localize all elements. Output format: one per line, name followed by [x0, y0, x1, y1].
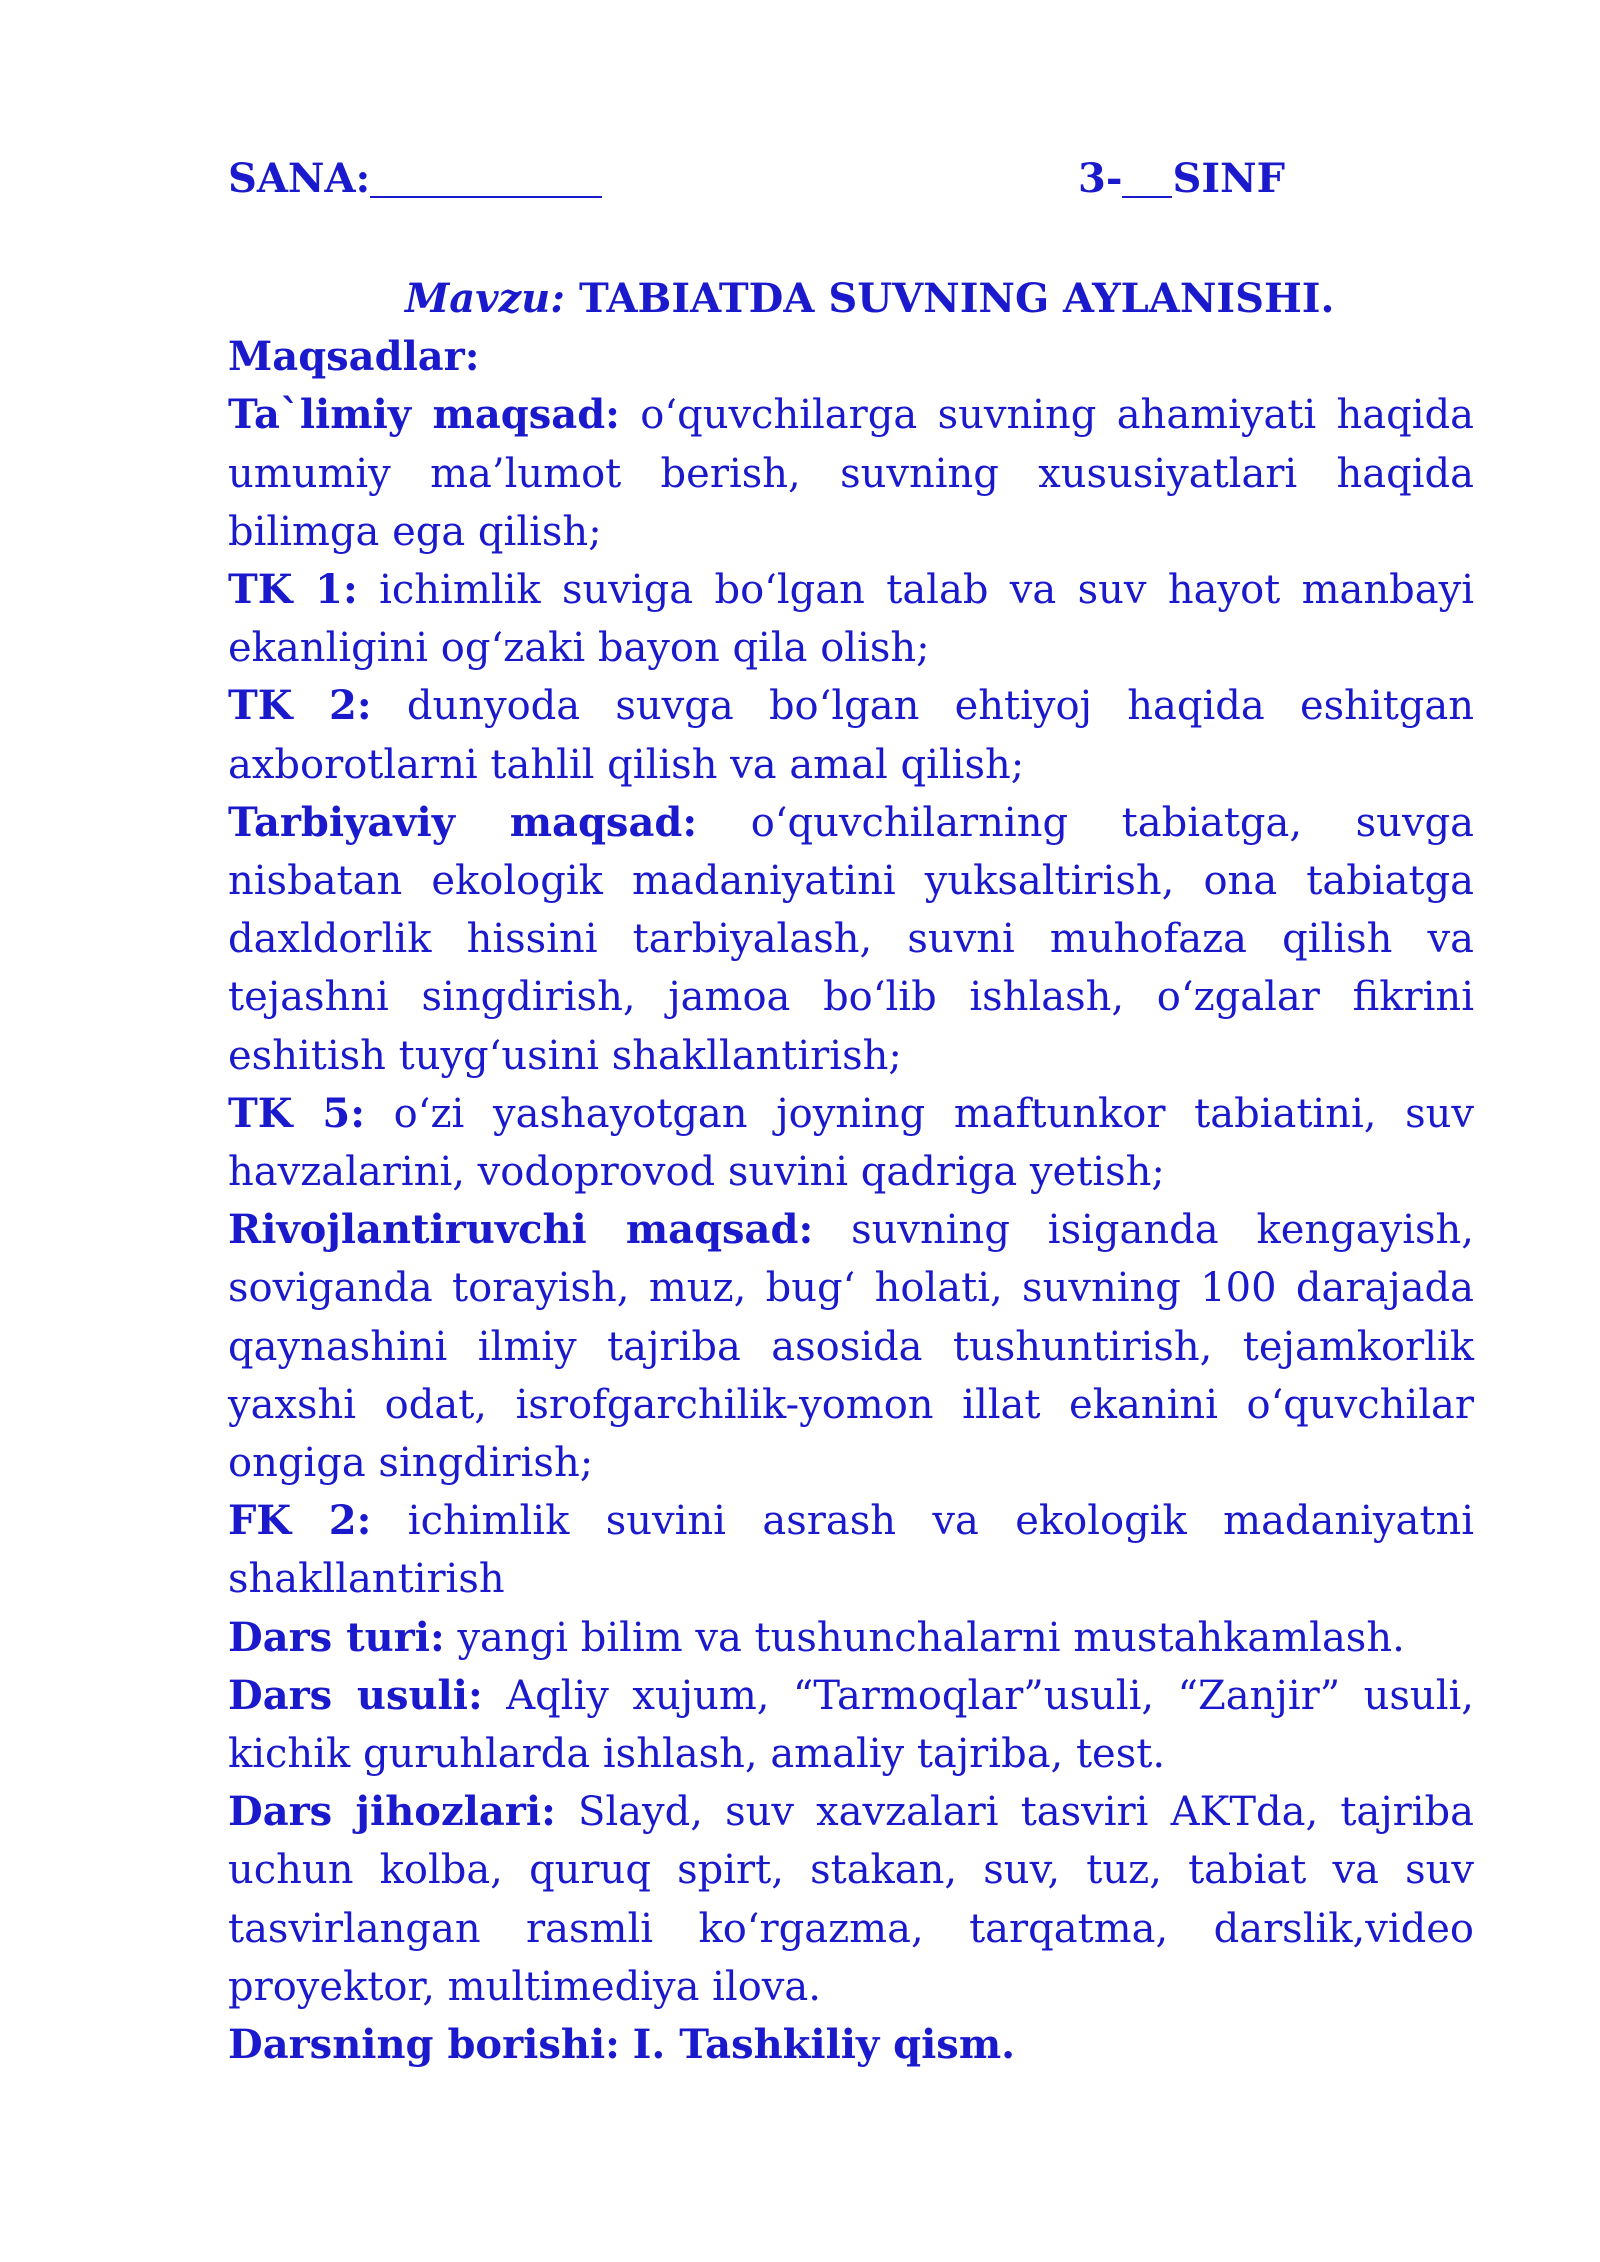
date-blank-line	[370, 150, 602, 198]
date-label: SANA:	[228, 155, 371, 202]
class-suffix: SINF	[1172, 155, 1285, 202]
section-lesson-method	[228, 1667, 1474, 1783]
section-upbringing-goal	[228, 794, 1474, 1085]
section-tk5	[228, 1085, 1474, 1201]
section-text: yangi bilim va tushunchalarni mustahkamlash.	[457, 1614, 1405, 1661]
class-blank-line	[1122, 150, 1172, 198]
topic-label: Mavzu:	[405, 275, 565, 322]
section-text: ichimlik suvini asrash va ekologik madaniyatni shakllantirish	[228, 1498, 1474, 1603]
section-label: Dars jihozlari:	[228, 1788, 556, 1836]
section-label: TK 5:	[228, 1089, 365, 1137]
section-text: dunyoda suvga bo‘lgan ehtiyoj haqida eshitgan axborotlarni tahlil qilish va amal qilish;	[228, 683, 1474, 788]
section-lesson-progress	[228, 2016, 1474, 2074]
section-text: I. Tashkiliy qism.	[632, 2021, 1016, 2069]
section-lesson-equipment	[228, 1783, 1474, 2016]
section-label: Ta`limiy maqsad:	[228, 391, 620, 439]
section-label: TK 1:	[228, 566, 358, 614]
section-label: Rivojlantiruvchi maqsad:	[228, 1206, 814, 1254]
section-label: Dars turi:	[228, 1613, 445, 1661]
section-text: Slayd, suv xavzalari tasviri AKTda, tajriba uchun kolba, quruq spirt, stakan, suv, tuz, tabiat va suv tasvirlangan rasmli ko‘rgazma, tarqatma, darslik,video proyektor, multimediya ilova.	[228, 1789, 1475, 2010]
section-label: Tarbiyaviy maqsad:	[228, 798, 698, 846]
section-text: o‘zi yashayotgan joyning maftunkor tabiatini, suv havzalarini, vodoprovod suvini qadriga yetish;	[228, 1090, 1474, 1196]
section-tk2	[228, 677, 1474, 793]
section-label: Dars usuli:	[228, 1671, 483, 1719]
section-lesson-type	[228, 1609, 1474, 1667]
header-row	[228, 150, 1474, 210]
lesson-plan-document	[228, 150, 1474, 2074]
class-prefix: 3-	[1078, 155, 1123, 202]
section-fk2	[228, 1492, 1474, 1608]
section-text: o‘quvchilarga suvning ahamiyati haqida umumiy ma’lumot berish, suvning xususiyatlari haqida bilimga ega qilish;	[228, 392, 1475, 555]
section-developmental-goal	[228, 1201, 1474, 1492]
section-label: Maqsadlar:	[228, 333, 480, 381]
section-text: suvning isiganda kengayish, soviganda torayish, muz, bug‘ holati, suvning 100 darajada qaynashini ilmiy tajriba asosida tushuntirish, tejamkorlik yaxshi odat, isrofgarchilik-yomon illat ekanini o‘quvchilar ongiga singdirish;	[228, 1207, 1474, 1487]
section-goals	[228, 328, 1474, 386]
section-text: Aqliy xujum, “Tarmoqlar”usuli, “Zanjir” usuli, kichik guruhlarda ishlash, amaliy tajriba, test.	[228, 1672, 1474, 1778]
section-text: o‘quvchilarning tabiatga, suvga nisbatan ekologik madaniyatini yuksaltirish, ona tabiatga daxldorlik hissini tarbiyalash, suvni muhofaza qilish va tejashni singdirish, jamoa bo‘lib ishlash, o‘zgalar fikrini eshitish tuyg‘usini shakllantirish;	[228, 799, 1474, 1079]
date-field	[228, 150, 602, 208]
section-educational-goal	[228, 386, 1474, 561]
section-text: ichimlik suviga bo‘lgan talab va suv hayot manbayi ekanligini og‘zaki bayon qila olish;	[228, 567, 1474, 672]
section-label: FK 2:	[228, 1497, 372, 1545]
topic-title	[228, 270, 1474, 328]
section-label: TK 2:	[228, 682, 372, 730]
class-field	[1078, 150, 1285, 208]
topic-text: TABIATDA SUVNING AYLANISHI.	[578, 275, 1335, 322]
section-tk1	[228, 561, 1474, 677]
section-label: Darsning borishi:	[228, 2021, 620, 2069]
